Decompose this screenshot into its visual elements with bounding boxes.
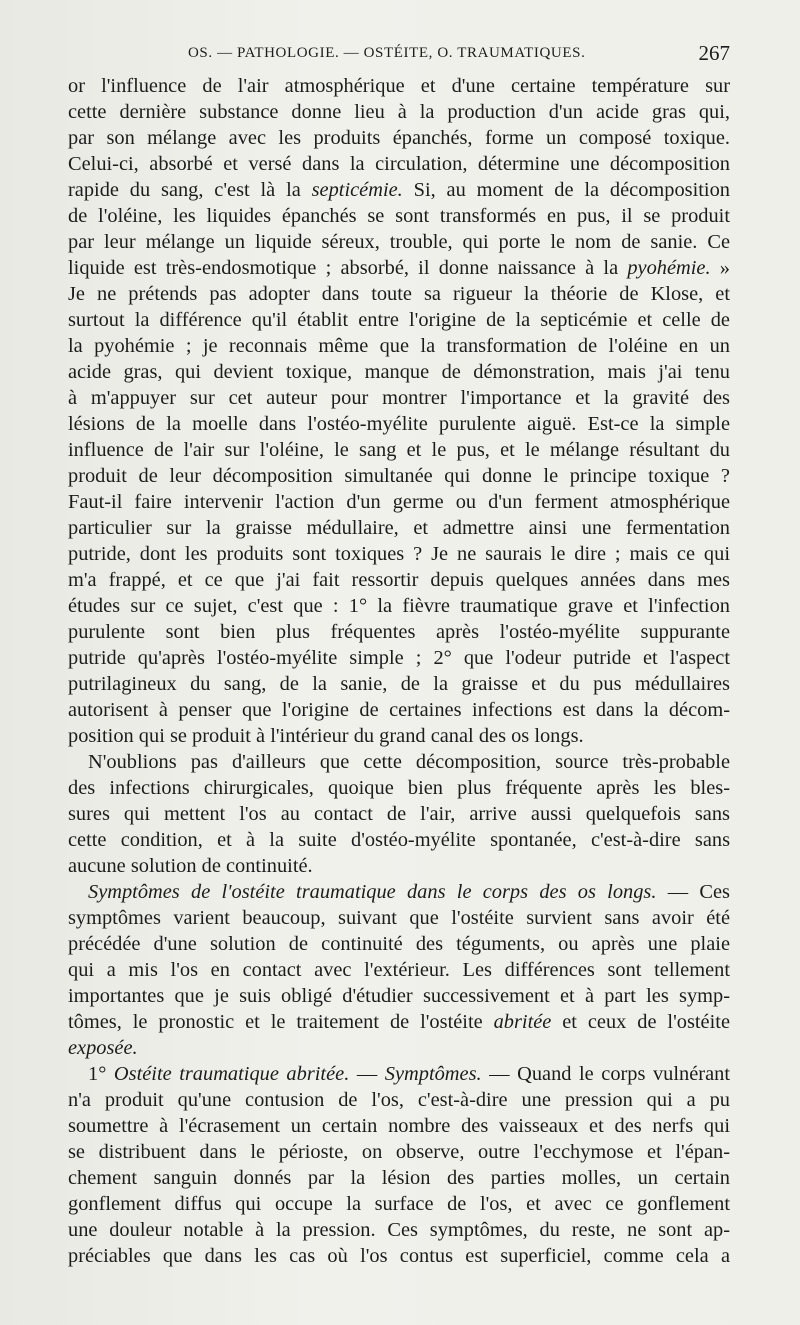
text-line (68, 1191, 730, 1217)
text-segment: et ceux de l'ostéite (551, 1011, 730, 1033)
text-segment: la pyohémie ; je reconnais même que la transformation de l'oléine en un (68, 335, 730, 357)
text-segment: qui a mis l'os en contact avec l'extérieur. Les différences sont tellement (68, 959, 730, 981)
text-segment: aucune solution de continuité. (68, 855, 313, 877)
text-segment: importantes que je suis obligé d'étudier successivement et à part les symp- (68, 985, 730, 1007)
text-line (68, 515, 730, 541)
text-segment: autorisent à penser que l'origine de certaines infections est dans la décom- (68, 699, 730, 721)
text-line (68, 645, 730, 671)
italic-text: exposée. (68, 1037, 138, 1059)
page-number: 267 (698, 41, 730, 65)
text-line (68, 307, 730, 333)
text-line (68, 905, 730, 931)
text-segment: produit de leur décomposition simultanée qui donne le principe toxique ? (68, 465, 730, 487)
text-segment: études sur ce sujet, c'est que : 1° la fièvre traumatique grave et l'infection (68, 595, 730, 617)
text-line (68, 671, 730, 697)
text-segment: surtout la différence qu'il établit entre l'origine de la septicémie et celle de (68, 309, 730, 331)
text-segment: m'a frappé, et ce que j'ai fait ressortir depuis quelques années dans mes (68, 569, 730, 591)
text-line (68, 1139, 730, 1165)
text-segment: n'a produit qu'une contusion de l'os, c'est-à-dire une pression qui a pu (68, 1089, 730, 1111)
text-line (68, 437, 730, 463)
text-line (68, 619, 730, 645)
text-segment: — Ces (656, 881, 730, 903)
text-line (68, 281, 730, 307)
text-segment: des infections chirurgicales, quoique bien plus fréquente après les bles- (68, 777, 730, 799)
text-segment: symptômes varient beaucoup, suivant que l'ostéite survient sans avoir été (68, 907, 730, 929)
text-segment: par leur mélange un liquide séreux, trouble, qui porte le nom de sanie. Ce (68, 231, 730, 253)
italic-text: Ostéite traumatique abritée. (113, 1063, 350, 1085)
text-segment: — Quand le corps vulnérant (481, 1063, 730, 1085)
text-segment: préciables que dans les cas où l'os contus est superficiel, comme cela a (68, 1245, 730, 1267)
text-segment: Si, au moment de la décomposition (402, 179, 730, 201)
text-segment: se distribuent dans le périoste, on observe, outre l'ecchymose et l'épan- (68, 1141, 730, 1163)
text-line (68, 593, 730, 619)
text-segment: putride, dont les produits sont toxiques ? Je ne saurais le dire ; mais ce qui (68, 543, 730, 565)
text-line (68, 1035, 730, 1061)
text-segment: à m'appuyer sur cet auteur pour montrer l'importance et la gravité des (68, 387, 730, 409)
text-segment: — (349, 1063, 385, 1085)
text-segment: influence de l'air sur l'oléine, le sang et le pus, et le mélange résultant du (68, 439, 730, 461)
text-line (68, 385, 730, 411)
italic-text: Symptômes de l'ostéite traumatique dans le corps des os longs. (88, 881, 657, 903)
text-line (68, 489, 730, 515)
text-segment: N'oublions pas d'ailleurs que cette décomposition, source très-probable (88, 751, 730, 773)
text-line (68, 957, 730, 983)
text-line (68, 723, 730, 749)
text-line (68, 1113, 730, 1139)
text-segment: soumettre à l'écrasement un certain nombre des vaisseaux et des nerfs qui (68, 1115, 730, 1137)
text-segment: précédée d'une solution de continuité des téguments, ou après une plaie (68, 933, 730, 955)
text-segment: particulier sur la graisse médullaire, et admettre ainsi une fermentation (68, 517, 730, 539)
italic-text: septicémie. (311, 179, 403, 201)
text-line (68, 931, 730, 957)
text-line (68, 1243, 730, 1269)
text-line (68, 333, 730, 359)
text-segment: or l'influence de l'air atmosphérique et d'une certaine température sur (68, 75, 730, 97)
text-segment: Je ne prétends pas adopter dans toute sa rigueur la théorie de Klose, et (68, 283, 730, 305)
body-text (68, 73, 730, 1269)
text-line (68, 463, 730, 489)
text-segment: tômes, le pronostic et le traitement de l'ostéite (68, 1011, 494, 1033)
text-segment: acide gras, qui devient toxique, manque de démonstration, mais j'ai tenu (68, 361, 730, 383)
text-line (68, 567, 730, 593)
text-segment: putrilagineux du sang, de la sanie, de la graisse et du pus médullaires (68, 673, 730, 695)
text-segment: rapide du sang, c'est là la (68, 179, 312, 201)
italic-text: pyohémie. (627, 257, 711, 279)
italic-text: abritée (493, 1011, 552, 1033)
text-segment: liquide est très-endosmotique ; absorbé, il donne naissance à la (68, 257, 628, 279)
text-segment: gonflement diffus qui occupe la surface de l'os, et avec ce gonflement (68, 1193, 730, 1215)
text-segment: par son mélange avec les produits épanchés, forme un composé toxique. (68, 127, 730, 149)
text-segment: position qui se produit à l'intérieur du grand canal des os longs. (68, 725, 584, 747)
text-line (68, 1165, 730, 1191)
text-line (68, 359, 730, 385)
text-segment: putride qu'après l'ostéo-myélite simple ; 2° que l'odeur putride et l'aspect (68, 647, 730, 669)
text-line (68, 541, 730, 567)
text-line (68, 1061, 730, 1087)
text-line (68, 879, 730, 905)
text-line (68, 203, 730, 229)
text-line (68, 749, 730, 775)
text-line (68, 411, 730, 437)
text-line (68, 1087, 730, 1113)
text-segment: de l'oléine, les liquides épanchés se sont transformés en pus, il se produit (68, 205, 730, 227)
text-segment: cette dernière substance donne lieu à la production d'un acide gras qui, (68, 101, 730, 123)
text-line (68, 255, 730, 281)
text-line (68, 99, 730, 125)
text-line (68, 151, 730, 177)
text-segment: Celui-ci, absorbé et versé dans la circulation, détermine une décomposition (68, 153, 730, 175)
text-segment: Faut-il faire intervenir l'action d'un germe ou d'un ferment atmosphérique (68, 491, 730, 513)
text-segment: purulente sont bien plus fréquentes après l'ostéo-myélite suppurante (68, 621, 730, 643)
text-segment: lésions de la moelle dans l'ostéo-myélite purulente aiguë. Est-ce la simple (68, 413, 730, 435)
text-line (68, 697, 730, 723)
text-line (68, 983, 730, 1009)
italic-text: Symptômes. (384, 1063, 482, 1085)
running-title: OS. — PATHOLOGIE. — OSTÉITE, O. TRAUMATIQUES. (188, 45, 586, 61)
text-line (68, 801, 730, 827)
text-line (68, 827, 730, 853)
text-line (68, 775, 730, 801)
text-segment: sures qui mettent l'os au contact de l'air, arrive aussi quelquefois sans (68, 803, 730, 825)
text-segment: chement sanguin donnés par la lésion des parties molles, un certain (68, 1167, 730, 1189)
text-segment: » (710, 257, 730, 279)
text-segment: cette condition, et à la suite d'ostéo-myélite spontanée, c'est-à-dire sans (68, 829, 730, 851)
text-line (68, 125, 730, 151)
text-line (68, 1217, 730, 1243)
text-line (68, 73, 730, 99)
text-line (68, 853, 730, 879)
text-line (68, 177, 730, 203)
text-segment: une douleur notable à la pression. Ces symptômes, du reste, ne sont ap- (68, 1219, 730, 1241)
text-line (68, 1009, 730, 1035)
text-line (68, 229, 730, 255)
page-header (68, 41, 730, 71)
text-segment: 1° (88, 1063, 114, 1085)
